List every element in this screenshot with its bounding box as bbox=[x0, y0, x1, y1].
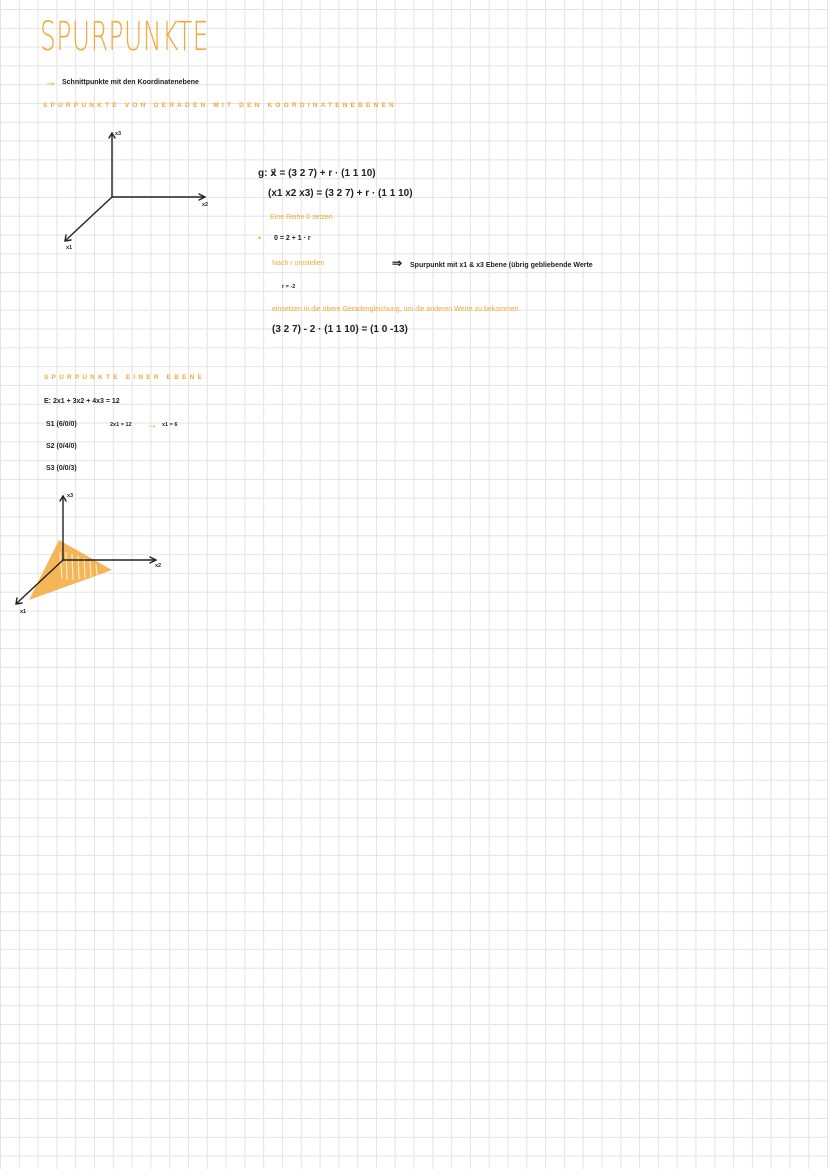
step-result-vector: (3 2 7) - 2 · (1 1 10) = (1 0 -13) bbox=[272, 324, 408, 335]
arrow-right-icon: → bbox=[44, 74, 57, 89]
step-set-zero: Eine Reihe 0 setzen bbox=[270, 214, 333, 221]
arrow-right-icon: → bbox=[146, 417, 158, 431]
page-title: SPURPUNKTE bbox=[40, 14, 210, 60]
axis-label-x1: x1 bbox=[20, 609, 27, 615]
section-heading-ebene: SPURPUNKTE EINER EBENE bbox=[44, 374, 206, 381]
s1-calculation: 2x1 = 12 bbox=[110, 422, 132, 428]
axis-label-x2: x2 bbox=[202, 202, 209, 208]
axis-label-x2: x2 bbox=[155, 563, 162, 569]
axes-diagram-ebene bbox=[16, 496, 156, 604]
section-heading-geraden: SPURPUNKTE VON GERADEN MIT DEN KOORDINATENEBENEN bbox=[43, 102, 397, 109]
intro-text: Schnittpunkte mit den Koordinatenebene bbox=[62, 79, 199, 86]
line-equation-components: (x1 x2 x3) = (3 2 7) + r · (1 1 10) bbox=[268, 188, 413, 199]
s1-result: x1 = 6 bbox=[162, 422, 178, 428]
trace-point-s2: S2 (0/4/0) bbox=[46, 443, 77, 450]
plane-equation: E: 2x1 + 3x2 + 4x3 = 12 bbox=[44, 398, 120, 405]
step-equation: 0 = 2 + 1 · r bbox=[274, 235, 311, 242]
line-equation-g: g: x⃗ = (3 2 7) + r · (1 1 10) bbox=[258, 168, 376, 179]
step-solve-r: Nach r umstellen bbox=[272, 260, 325, 267]
axis-label-x3: x3 bbox=[67, 493, 74, 499]
spurpunkt-note: Spurpunkt mit x1 & x3 Ebene (übrig gebliebende Werte bbox=[410, 262, 593, 269]
axis-label-x3: x3 bbox=[115, 131, 122, 137]
implies-arrow-icon: ⇒ bbox=[392, 256, 403, 270]
trace-point-s3: S3 (0/0/3) bbox=[46, 465, 77, 472]
step-r-value: r = -2 bbox=[282, 284, 296, 290]
trace-point-s1: S1 (6/0/0) bbox=[46, 421, 77, 428]
axis-label-x1: x1 bbox=[66, 245, 73, 251]
bullet-icon: • bbox=[258, 233, 262, 243]
step-substitute: einsetzen in die obere Geradengleichung, um die anderen Werte zu bekommen bbox=[272, 306, 519, 313]
